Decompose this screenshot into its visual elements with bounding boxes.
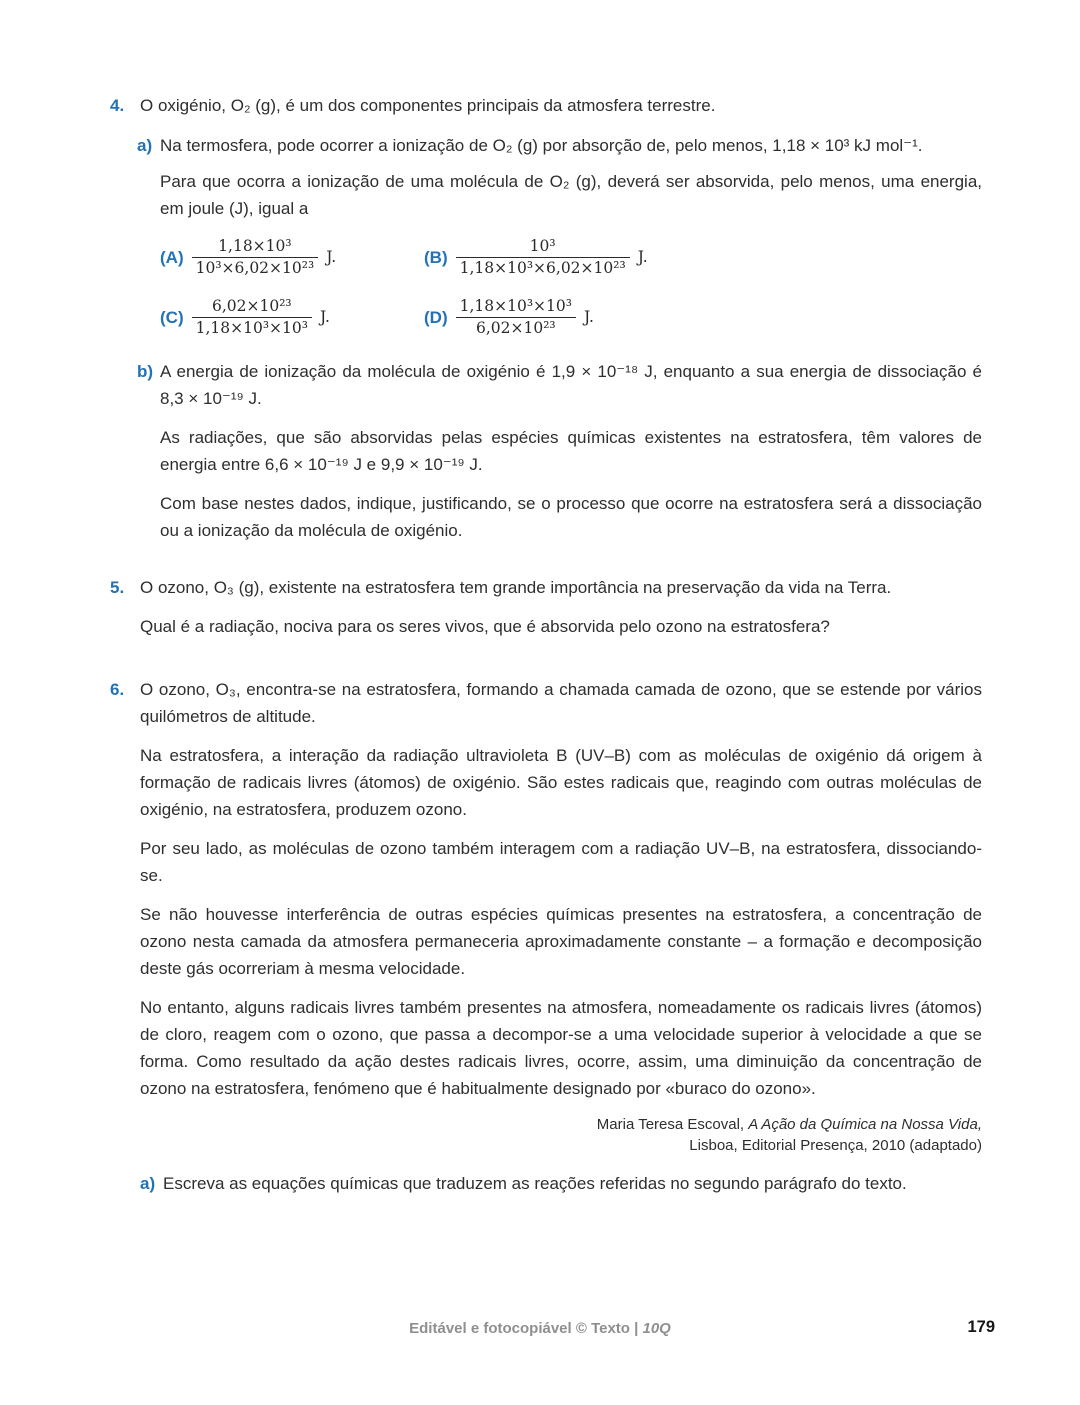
question-5-paragraph: Qual é a radiação, nociva para os seres vivos, que é absorvida pelo ozono na estratosfera? — [140, 616, 830, 636]
subquestion-text: A energia de ionização da molécula de oxigénio é 1,9 × 10⁻¹⁸ J, enquanto a sua energia de dissociação é 8,3 × 10⁻¹⁹ J. — [160, 361, 982, 408]
question-text: O ozono, O₃ (g), existente na estratosfera tem grande importância na preservação da vida na Terra. — [140, 577, 892, 597]
option-c — [160, 297, 424, 339]
fraction — [192, 297, 312, 339]
footer — [0, 1320, 1080, 1350]
question-text: O ozono, O₃, encontra-se na estratosfera, formando a chamada camada de ozono, que se estende por vários quilómetros de altitude. — [140, 679, 982, 726]
citation-author: Maria Teresa Escoval, — [596, 1115, 749, 1133]
fraction — [456, 297, 576, 339]
subquestion-a-row — [137, 132, 982, 159]
option-label: (A) — [160, 248, 184, 268]
question-number: 4. — [110, 96, 125, 115]
question-6-paragraph-4: No entanto, alguns radicais livres também presentes na atmosfera, nomeadamente os radicais livres (átomos) de cloro, reagem com o ozono, que passa a decompor-se a uma velocidade superior à velocidade a que se forma. Como resultado da ação destes radicais livres, ocorre, assim, uma diminuição da concentração de ozono na estratosfera, fenómeno que é habitualmente designado por «buraco do ozono». — [140, 997, 982, 1098]
option-b — [424, 237, 982, 279]
citation-line-2: Lisboa, Editorial Presença, 2010 (adaptado) — [689, 1137, 982, 1154]
question-6-paragraph-3: Se não houvesse interferência de outras espécies químicas presentes na estratosfera, a concentração de ozono nesta camada da atmosfera permaneceria aproximadamente constante – a formação e decomposição deste gás ocorreriam à mesma velocidade. — [140, 904, 982, 978]
subquestion-label: b) — [137, 361, 154, 381]
question-4a-paragraph: Para que ocorra a ionização de uma molécula de O₂ (g), deverá ser absorvida, pelo menos, uma energia, em joule (J), igual a — [160, 172, 982, 218]
subquestion-text: Na termosfera, pode ocorrer a ionização de O₂ (g) por absorção de, pelo menos, 1,18 × 10³ kJ mol⁻¹. — [160, 136, 923, 155]
question-6-intro-row — [110, 676, 982, 730]
citation-line-1 — [110, 1114, 982, 1136]
fraction-numerator: 1,18×10³ — [192, 237, 319, 258]
subquestion-label: a) — [137, 136, 153, 155]
footer-credit — [0, 1320, 1080, 1337]
choice-options — [160, 237, 982, 339]
question-text: O oxigénio, O₂ (g), é um dos componentes principais da atmosfera terrestre. — [140, 96, 716, 115]
fraction-numerator: 1,18×10³×10³ — [456, 297, 576, 318]
question-6 — [110, 676, 982, 1197]
citation — [110, 1114, 982, 1157]
question-4 — [110, 92, 982, 544]
option-unit: J. — [326, 248, 337, 267]
option-unit: J. — [319, 307, 330, 326]
question-number: 5. — [110, 577, 125, 597]
question-6a-row — [140, 1170, 982, 1197]
question-number: 6. — [110, 679, 125, 699]
fraction-denominator: 10³×6,02×10²³ — [195, 259, 315, 278]
fraction — [192, 237, 319, 279]
option-label: (B) — [424, 248, 448, 268]
fraction-numerator: 6,02×10²³ — [192, 297, 312, 318]
subquestion-text: Escreva as equações químicas que traduzem as reações referidas no segundo parágrafo do texto. — [163, 1173, 907, 1193]
option-d — [424, 297, 982, 339]
page-content — [110, 92, 982, 1197]
citation-title: A Ação da Química na Nossa Vida, — [748, 1115, 982, 1133]
question-6-paragraph-1: Na estratosfera, a interação da radiação ultravioleta B (UV–B) com as moléculas de oxigénio dá origem à formação de radicais livres (átomos) de oxigénio. São estes radicais que, reagindo com outras moléculas de oxigénio, na estratosfera, produzem ozono. — [140, 745, 982, 819]
fraction — [456, 237, 630, 279]
question-4-intro-row — [110, 92, 982, 119]
question-4a — [137, 132, 982, 544]
option-label: (D) — [424, 308, 448, 327]
option-label: (C) — [160, 308, 184, 327]
option-a — [160, 237, 424, 279]
question-5 — [110, 574, 982, 640]
option-unit: J. — [583, 307, 594, 326]
footer-credit-text: Editável e fotocopiável © Texto | — [409, 1320, 643, 1337]
subquestion-b-row — [137, 358, 982, 412]
fraction-denominator: 1,18×10³×10³ — [195, 319, 308, 338]
fraction-denominator: 6,02×10²³ — [475, 319, 556, 338]
question-4b-paragraph-1: As radiações, que são absorvidas pelas espécies químicas existentes na estratosfera, têm valores de energia entre 6,6 × 10⁻¹⁹ J e 9,9 × 10⁻¹⁹ J. — [160, 427, 982, 474]
footer-credit-book-code: 10Q — [642, 1320, 671, 1337]
question-6-paragraph-2: Por seu lado, as moléculas de ozono também interagem com a radiação UV–B, na estratosfera, dissociando-se. — [140, 838, 982, 885]
fraction-numerator: 10³ — [456, 237, 630, 258]
option-unit: J. — [637, 248, 648, 267]
subquestion-label: a) — [140, 1173, 156, 1193]
question-5-intro-row — [110, 574, 982, 601]
fraction-denominator: 1,18×10³×6,02×10²³ — [459, 259, 626, 278]
question-4b-paragraph-2: Com base nestes dados, indique, justificando, se o processo que ocorre na estratosfera será a dissociação ou a ionização da molécula de oxigénio. — [160, 493, 982, 540]
page-number: 179 — [967, 1318, 995, 1336]
